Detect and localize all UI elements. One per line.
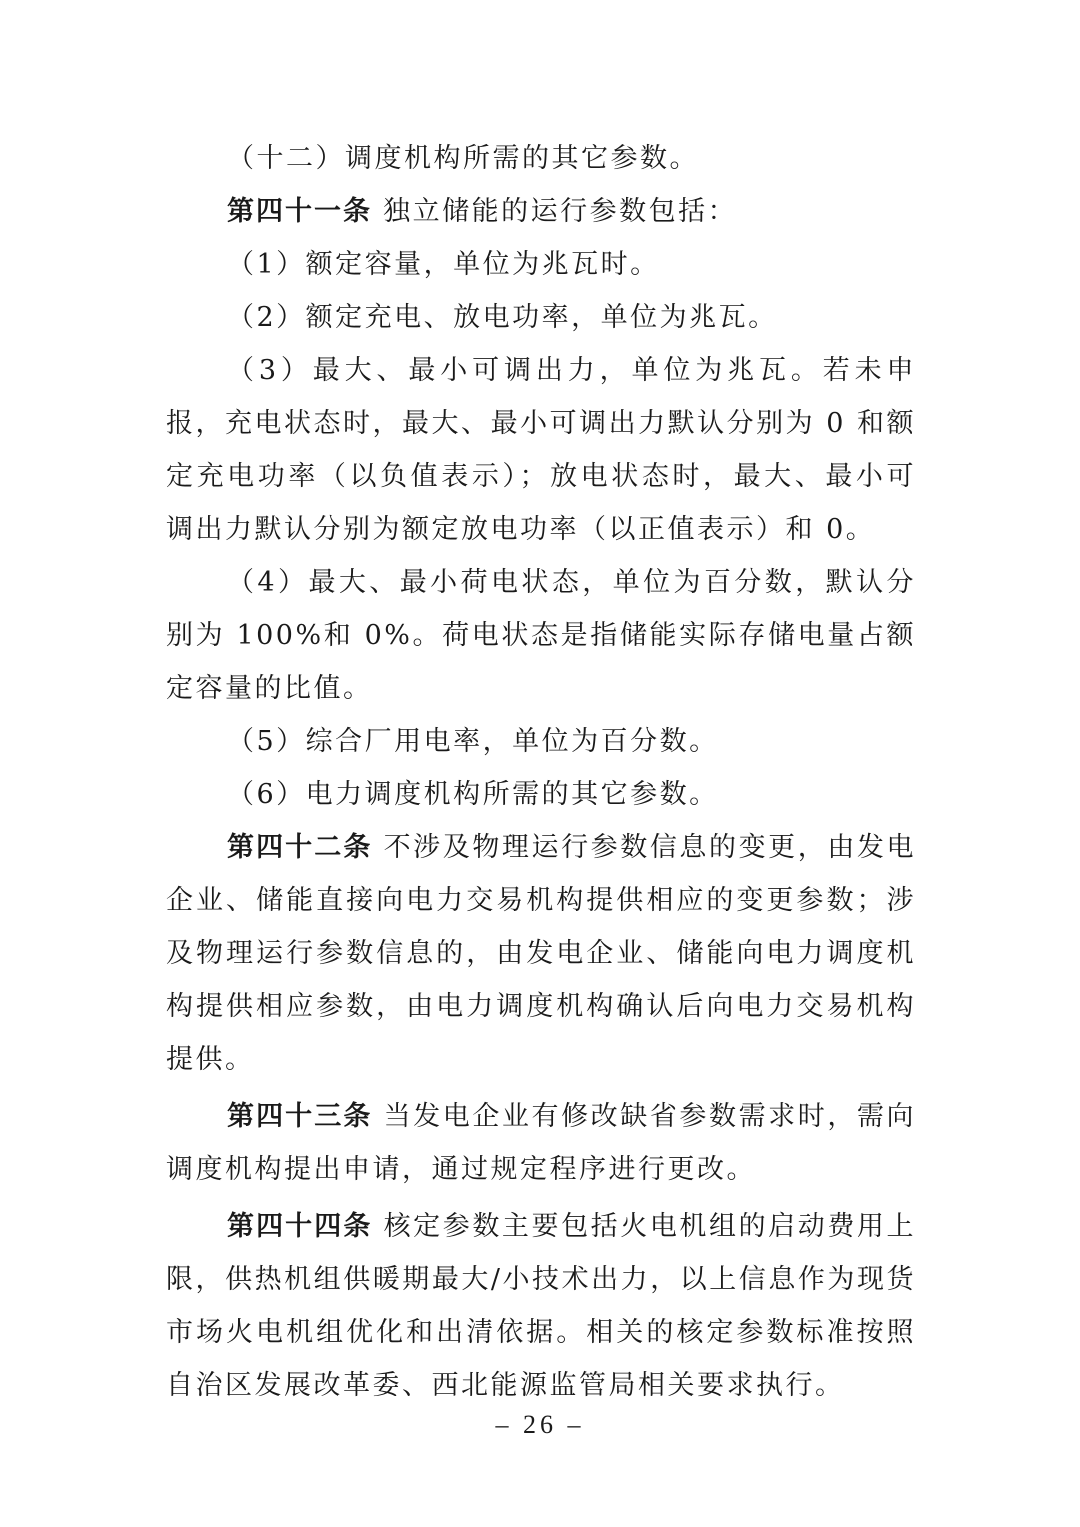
- article-43-text: 当发电企业有修改缺省参数需求时，需向调度机构提出申请，通过规定程序进行更改。: [166, 1101, 916, 1185]
- article-43: [166, 1090, 916, 1196]
- paragraph-text: （十二）调度机构所需的其它参数。: [227, 143, 699, 174]
- list-item-3-adjustable-output: [166, 344, 916, 556]
- list-item-4-state-of-charge: [166, 556, 916, 715]
- article-41: [166, 185, 916, 238]
- list-item-6-other-params: [166, 768, 916, 821]
- article-42-heading: 第四十二条: [227, 832, 373, 863]
- paragraph-item-12-other-params: [166, 132, 916, 185]
- article-42-text: 不涉及物理运行参数信息的变更，由发电企业、储能直接向电力交易机构提供相应的变更参数；涉及物理运行参数信息的，由发电企业、储能向电力调度机构提供相应参数，由电力调度机构确认后向电力交易机构提供。: [166, 832, 916, 1075]
- article-41-text: 独立储能的运行参数包括：: [372, 196, 738, 227]
- article-44: [166, 1200, 916, 1412]
- article-44-heading: 第四十四条: [227, 1211, 373, 1242]
- article-42: [166, 821, 916, 1086]
- paragraph-text: （3）最大、最小可调出力，单位为兆瓦。若未申报，充电状态时，最大、最小可调出力默认分别为 0 和额定充电功率（以负值表示）；放电状态时，最大、最小可调出力默认分别为额定放电功率（以正值表示）和 0。: [166, 355, 916, 545]
- paragraph-text: （4）最大、最小荷电状态，单位为百分数，默认分别为 100%和 0%。荷电状态是指储能实际存储电量占额定容量的比值。: [166, 567, 916, 704]
- page-number: – 26 –: [495, 1410, 585, 1439]
- article-41-heading: 第四十一条: [227, 196, 372, 227]
- document-body: [166, 132, 916, 1412]
- paragraph-text: （6）电力调度机构所需的其它参数。: [227, 779, 719, 810]
- paragraph-text: （2）额定充电、放电功率，单位为兆瓦。: [227, 302, 778, 333]
- paragraph-text: （5）综合厂用电率，单位为百分数。: [227, 726, 719, 757]
- list-item-2-rated-power: [166, 291, 916, 344]
- list-item-5-plant-usage-rate: [166, 715, 916, 768]
- paragraph-text: （1）额定容量，单位为兆瓦时。: [227, 249, 660, 280]
- article-44-text: 核定参数主要包括火电机组的启动费用上限，供热机组供暖期最大/小技术出力，以上信息作为现货市场火电机组优化和出清依据。相关的核定参数标准按照自治区发展改革委、西北能源监管局相关要求执行。: [166, 1211, 916, 1401]
- list-item-1-rated-capacity: [166, 238, 916, 291]
- article-43-heading: 第四十三条: [227, 1101, 373, 1132]
